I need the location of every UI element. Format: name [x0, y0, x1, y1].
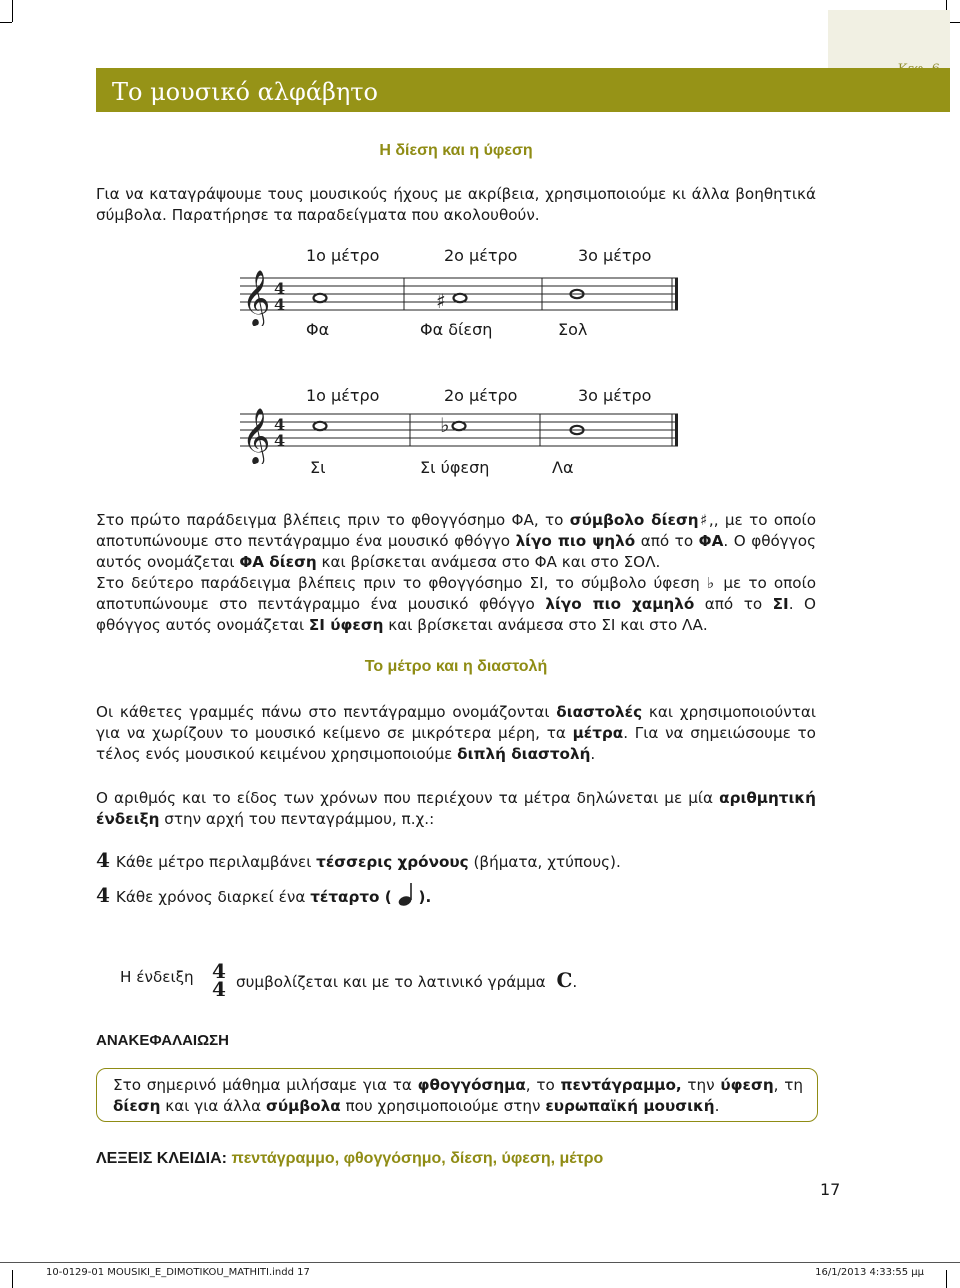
keywords-line — [96, 1150, 603, 1168]
svg-text:4: 4 — [274, 295, 286, 314]
svg-text:4: 4 — [274, 279, 286, 298]
sharp-icon: ♯, — [698, 511, 714, 529]
svg-text:4: 4 — [274, 431, 286, 450]
footer-date: 16/1/2013 4:33:55 μμ — [815, 1267, 924, 1278]
common-time-letter: C — [556, 968, 573, 992]
music-staff — [240, 262, 686, 326]
keywords-label: ΛΕΞΕΙΣ ΚΛΕΙΔΙΑ: — [96, 1150, 227, 1167]
intro-paragraph: Για να καταγράψουμε τους μουσικούς ήχους με ακρίβεια, χρησιμοποιούμε κι άλλα βοηθητικά σύμβολα. Παρατήρησε τα παραδείγματα που ακολουθούν. — [96, 185, 816, 224]
sharp-icon: ♯ — [436, 289, 446, 313]
summary-box — [96, 1068, 818, 1122]
measure-label: 3ο μέτρο — [578, 386, 652, 405]
flat-icon: ♭ — [440, 413, 450, 437]
note-name: Λα — [552, 458, 574, 477]
flat-icon: ♭ — [706, 574, 717, 592]
note-name: Φα δίεση — [420, 320, 493, 339]
note-name: Σι ύφεση — [420, 458, 490, 477]
whole-note — [314, 294, 327, 302]
page-title: Το μουσικό αλφάβητο — [112, 78, 379, 106]
whole-note — [454, 294, 467, 302]
treble-clef-icon: 𝄞 — [242, 270, 271, 326]
music-staff — [240, 400, 686, 464]
indication-text: συμβολίζεται και με το λατινικό γράμμα C. — [236, 968, 578, 992]
time-signature-4-4: 4 4 — [212, 959, 226, 1001]
indication-label: Η ένδειξη — [120, 968, 194, 986]
flat-paragraph: Στο δεύτερο παράδειγμα βλέπεις πριν το φθογγόσημο ΣΙ, το σύμβολο ύφεση ♭ με το οποίο αποτυπώνουμε στο πεντάγραμμο ένα μουσικό φθόγγο λίγο πιο χαμηλό από το ΣΙ. Ο φθόγγος αυτός ονομάζεται ΣΙ ύφεση και βρίσκεται ανάμεσα στο ΣΙ και στο ΛΑ. — [96, 574, 817, 634]
page-number: 17 — [820, 1180, 841, 1199]
note-name: Σολ — [558, 320, 588, 339]
summary-heading: ΑΝΑΚΕΦΑΛΑΙΩΣΗ — [96, 1032, 229, 1049]
treble-clef-icon: 𝄞 — [242, 408, 271, 464]
summary-text: Στο σημερινό μάθημα μιλήσαμε για τα φθογγόσημα, το πεντάγραμμο, την ύφεση, τη δίεση και για άλλα σύμβολα που χρησιμοποιούμε στην ευρωπαϊκή μουσική. — [113, 1076, 803, 1115]
measure-label: 3ο μέτρο — [578, 246, 652, 265]
print-footer — [0, 1262, 960, 1283]
crop-mark — [0, 22, 12, 23]
measure-label: 1ο μέτρο — [306, 246, 380, 265]
bullet-quarter-note: 4 Κάθε χρόνος διαρκεί ένα τέταρτο ( ). — [96, 883, 432, 907]
section-heading-measure: Το μέτρο και η διαστολή — [364, 658, 548, 675]
note-name: Φα — [306, 320, 330, 339]
whole-note — [314, 422, 327, 430]
time-signature-paragraph: Ο αριθμός και το είδος των χρόνων που περιέχουν τα μέτρα δηλώνεται με μία αριθμητική ένδειξη στην αρχή του πενταγράμμου, π.χ.: — [96, 789, 816, 828]
quarter-note-icon — [397, 882, 419, 908]
crop-mark — [12, 0, 13, 22]
footer-file: 10-0129-01 MOUSIKI_E_DIMOTIKOU_MATHITI.indd 17 — [46, 1267, 310, 1278]
title-band — [96, 68, 950, 112]
measure-label: 2ο μέτρο — [444, 386, 518, 405]
section-heading-sharp-flat: Η δίεση και η ύφεση — [379, 142, 533, 159]
measure-label: 1ο μέτρο — [306, 386, 380, 405]
measure-label: 2ο μέτρο — [444, 246, 518, 265]
keywords-list: πεντάγραμμο, φθογγόσημο, δίεση, ύφεση, μέτρο — [231, 1150, 604, 1167]
whole-note — [453, 422, 466, 430]
note-name: Σι — [310, 458, 326, 477]
sharp-paragraph: Στο πρώτο παράδειγμα βλέπεις πριν το φθογγόσημο ΦΑ, το σύμβολο δίεση♯,, με το οποίο αποτυπώνουμε στο πεντάγραμμο ένα μουσικό φθόγγο λίγο πιο ψηλό από το ΦΑ. Ο φθόγγος αυτός ονομάζεται ΦΑ δίεση και βρίσκεται ανάμεσα στο ΦΑ και στο ΣΟΛ. — [96, 511, 816, 571]
bullet-four-beats: 4 Κάθε μέτρο περιλαμβάνει τέσσερις χρόνους (βήματα, χτύπους). — [96, 848, 621, 872]
barline-paragraph: Οι κάθετες γραμμές πάνω στο πεντάγραμμο ονομάζονται διαστολές και χρησιμοποιούνται για να χωρίζουν το μουσικό κείμενο σε μικρότερα μέρη, τα μέτρα. Για να σημειώσουμε το τέλος ενός μουσικού κειμένου χρησιμοποιούμε διπλή διαστολή. — [96, 703, 816, 763]
svg-text:4: 4 — [274, 415, 286, 434]
